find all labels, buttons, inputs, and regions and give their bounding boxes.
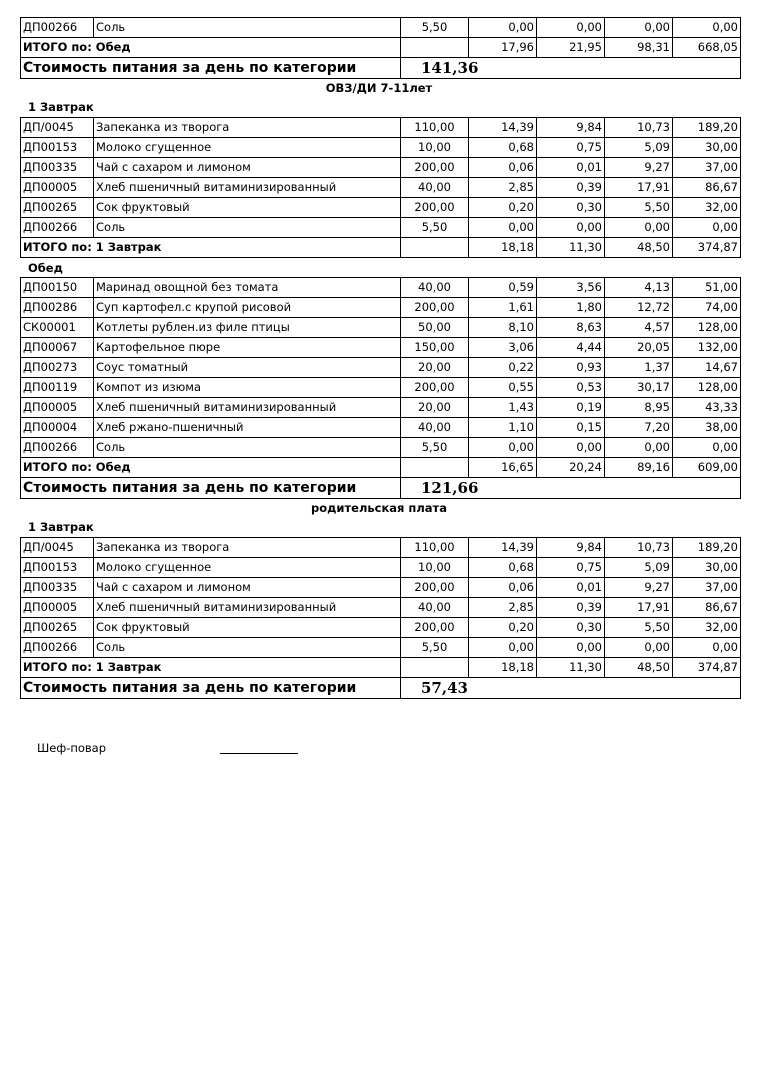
cost-value: 57,43: [401, 678, 741, 699]
item-carbs: 4,13: [605, 278, 673, 298]
top-fragment-table: [20, 17, 741, 79]
item-qty: 5,50: [401, 438, 469, 458]
item-code: ДП00005: [21, 398, 94, 418]
item-carbs: 0,00: [605, 218, 673, 238]
item-qty: 110,00: [401, 538, 469, 558]
total-fat: 20,24: [537, 458, 605, 478]
table-row: [21, 398, 741, 418]
total-label: ИТОГО по: 1 Завтрак: [21, 658, 401, 678]
item-fat: 0,15: [537, 418, 605, 438]
item-fat: 0,00: [537, 638, 605, 658]
item-protein: 0,06: [469, 578, 537, 598]
item-fat: 0,00: [537, 18, 605, 38]
item-fat: 0,30: [537, 618, 605, 638]
breakfast-table: [20, 117, 741, 258]
table-row: [21, 598, 741, 618]
item-qty: 200,00: [401, 378, 469, 398]
item-energy: 43,33: [673, 398, 741, 418]
table-row: [21, 418, 741, 438]
item-name: Чай с сахаром и лимоном: [94, 578, 401, 598]
item-code: ДП00286: [21, 298, 94, 318]
item-code: ДП00266: [21, 638, 94, 658]
table-row: [21, 18, 741, 38]
item-protein: 0,22: [469, 358, 537, 378]
item-code: ДП00335: [21, 578, 94, 598]
total-energy: 609,00: [673, 458, 741, 478]
item-code: ДП00153: [21, 138, 94, 158]
item-name: Соль: [94, 218, 401, 238]
cost-value: 141,36: [401, 58, 741, 79]
item-protein: 1,61: [469, 298, 537, 318]
cost-row: [21, 58, 741, 79]
item-carbs: 10,73: [605, 538, 673, 558]
item-name: Соус томатный: [94, 358, 401, 378]
item-energy: 38,00: [673, 418, 741, 438]
item-energy: 128,00: [673, 378, 741, 398]
item-fat: 9,84: [537, 538, 605, 558]
item-qty: 20,00: [401, 398, 469, 418]
breakfast-table: [20, 537, 741, 699]
item-code: ДП00153: [21, 558, 94, 578]
item-qty: 110,00: [401, 118, 469, 138]
total-energy: 374,87: [673, 658, 741, 678]
item-name: Соль: [94, 18, 401, 38]
cost-label: Стоимость питания за день по категории: [21, 678, 401, 699]
item-qty: 10,00: [401, 138, 469, 158]
item-energy: 189,20: [673, 538, 741, 558]
item-protein: 14,39: [469, 538, 537, 558]
item-qty: 10,00: [401, 558, 469, 578]
item-name: Запеканка из творога: [94, 538, 401, 558]
item-fat: 0,75: [537, 558, 605, 578]
item-carbs: 5,50: [605, 198, 673, 218]
item-code: ДП00335: [21, 158, 94, 178]
item-code: ДП/0045: [21, 118, 94, 138]
signature-label: Шеф-повар: [37, 741, 107, 755]
item-energy: 189,20: [673, 118, 741, 138]
item-name: Хлеб пшеничный витаминизированный: [94, 178, 401, 198]
item-energy: 86,67: [673, 598, 741, 618]
item-carbs: 17,91: [605, 598, 673, 618]
item-energy: 74,00: [673, 298, 741, 318]
item-code: ДП00265: [21, 618, 94, 638]
item-energy: 14,67: [673, 358, 741, 378]
item-qty: 40,00: [401, 598, 469, 618]
lunch-table: [20, 277, 741, 499]
item-protein: 1,43: [469, 398, 537, 418]
item-name: Запеканка из творога: [94, 118, 401, 138]
table-row: [21, 318, 741, 338]
item-carbs: 5,50: [605, 618, 673, 638]
item-qty: 20,00: [401, 358, 469, 378]
table-row: [21, 538, 741, 558]
item-fat: 1,80: [537, 298, 605, 318]
item-carbs: 4,57: [605, 318, 673, 338]
total-row: [21, 658, 741, 678]
item-carbs: 12,72: [605, 298, 673, 318]
item-qty: 5,50: [401, 638, 469, 658]
item-protein: 0,68: [469, 558, 537, 578]
item-carbs: 0,00: [605, 438, 673, 458]
item-name: Маринад овощной без томата: [94, 278, 401, 298]
total-protein: 17,96: [469, 38, 537, 58]
total-protein: 18,18: [469, 238, 537, 258]
meal-label: 1 Завтрак: [28, 100, 94, 114]
total-label: ИТОГО по: Обед: [21, 38, 401, 58]
item-protein: 0,00: [469, 18, 537, 38]
item-code: СК00001: [21, 318, 94, 338]
item-name: Хлеб ржано-пшеничный: [94, 418, 401, 438]
total-qty: [401, 458, 469, 478]
item-fat: 4,44: [537, 338, 605, 358]
table-row: [21, 278, 741, 298]
item-carbs: 8,95: [605, 398, 673, 418]
category-title: родительская плата: [311, 501, 447, 515]
total-fat: 11,30: [537, 658, 605, 678]
item-energy: 51,00: [673, 278, 741, 298]
table-row: [21, 298, 741, 318]
item-energy: 86,67: [673, 178, 741, 198]
cost-value: 121,66: [401, 478, 741, 499]
total-protein: 16,65: [469, 458, 537, 478]
item-energy: 37,00: [673, 158, 741, 178]
item-energy: 128,00: [673, 318, 741, 338]
item-carbs: 9,27: [605, 578, 673, 598]
cost-label: Стоимость питания за день по категории: [21, 58, 401, 79]
cost-label: Стоимость питания за день по категории: [21, 478, 401, 499]
item-fat: 0,75: [537, 138, 605, 158]
item-protein: 0,00: [469, 438, 537, 458]
item-carbs: 1,37: [605, 358, 673, 378]
item-protein: 0,59: [469, 278, 537, 298]
item-protein: 14,39: [469, 118, 537, 138]
item-name: Соль: [94, 638, 401, 658]
item-name: Сок фруктовый: [94, 198, 401, 218]
item-protein: 0,20: [469, 618, 537, 638]
table-row: [21, 578, 741, 598]
item-carbs: 30,17: [605, 378, 673, 398]
item-fat: 0,30: [537, 198, 605, 218]
item-protein: 0,00: [469, 638, 537, 658]
item-energy: 30,00: [673, 558, 741, 578]
item-protein: 0,55: [469, 378, 537, 398]
item-name: Сок фруктовый: [94, 618, 401, 638]
table-row: [21, 638, 741, 658]
meal-label: Обед: [28, 261, 63, 275]
item-name: Чай с сахаром и лимоном: [94, 158, 401, 178]
category-title: ОВЗ/ДИ 7-11лет: [325, 81, 433, 95]
item-qty: 150,00: [401, 338, 469, 358]
total-fat: 21,95: [537, 38, 605, 58]
item-protein: 0,06: [469, 158, 537, 178]
item-qty: 200,00: [401, 298, 469, 318]
item-name: Хлеб пшеничный витаминизированный: [94, 398, 401, 418]
item-code: ДП00266: [21, 18, 94, 38]
item-name: Хлеб пшеничный витаминизированный: [94, 598, 401, 618]
item-code: ДП00004: [21, 418, 94, 438]
item-code: ДП00273: [21, 358, 94, 378]
item-code: ДП00266: [21, 218, 94, 238]
total-carbs: 48,50: [605, 658, 673, 678]
item-name: Котлеты рублен.из филе птицы: [94, 318, 401, 338]
total-energy: 668,05: [673, 38, 741, 58]
item-code: ДП00067: [21, 338, 94, 358]
total-row: [21, 38, 741, 58]
item-qty: 40,00: [401, 178, 469, 198]
table-row: [21, 358, 741, 378]
item-fat: 3,56: [537, 278, 605, 298]
item-protein: 2,85: [469, 178, 537, 198]
table-row: [21, 438, 741, 458]
item-name: Картофельное пюре: [94, 338, 401, 358]
item-qty: 40,00: [401, 278, 469, 298]
item-carbs: 0,00: [605, 638, 673, 658]
item-qty: 200,00: [401, 198, 469, 218]
item-code: ДП00266: [21, 438, 94, 458]
item-name: Молоко сгущенное: [94, 558, 401, 578]
total-energy: 374,87: [673, 238, 741, 258]
total-label: ИТОГО по: 1 Завтрак: [21, 238, 401, 258]
item-name: Компот из изюма: [94, 378, 401, 398]
item-fat: 0,53: [537, 378, 605, 398]
item-protein: 0,20: [469, 198, 537, 218]
table-row: [21, 178, 741, 198]
table-row: [21, 138, 741, 158]
item-energy: 132,00: [673, 338, 741, 358]
item-name: Молоко сгущенное: [94, 138, 401, 158]
item-code: ДП/0045: [21, 538, 94, 558]
item-fat: 0,01: [537, 578, 605, 598]
item-qty: 200,00: [401, 158, 469, 178]
table-row: [21, 558, 741, 578]
total-fat: 11,30: [537, 238, 605, 258]
item-energy: 0,00: [673, 638, 741, 658]
item-energy: 32,00: [673, 198, 741, 218]
table-row: [21, 338, 741, 358]
item-protein: 0,00: [469, 218, 537, 238]
item-qty: 40,00: [401, 418, 469, 438]
item-qty: 200,00: [401, 618, 469, 638]
item-energy: 0,00: [673, 438, 741, 458]
item-fat: 0,39: [537, 178, 605, 198]
item-qty: 50,00: [401, 318, 469, 338]
item-code: ДП00119: [21, 378, 94, 398]
item-carbs: 5,09: [605, 558, 673, 578]
total-qty: [401, 238, 469, 258]
item-energy: 30,00: [673, 138, 741, 158]
table-row: [21, 618, 741, 638]
total-row: [21, 458, 741, 478]
item-name: Соль: [94, 438, 401, 458]
total-protein: 18,18: [469, 658, 537, 678]
item-protein: 8,10: [469, 318, 537, 338]
item-carbs: 5,09: [605, 138, 673, 158]
item-energy: 0,00: [673, 18, 741, 38]
item-carbs: 7,20: [605, 418, 673, 438]
item-fat: 0,00: [537, 218, 605, 238]
table-row: [21, 118, 741, 138]
item-carbs: 10,73: [605, 118, 673, 138]
item-protein: 1,10: [469, 418, 537, 438]
item-fat: 0,00: [537, 438, 605, 458]
item-fat: 0,39: [537, 598, 605, 618]
item-energy: 37,00: [673, 578, 741, 598]
item-code: ДП00265: [21, 198, 94, 218]
item-code: ДП00150: [21, 278, 94, 298]
signature-line: [220, 753, 298, 754]
item-carbs: 17,91: [605, 178, 673, 198]
item-energy: 32,00: [673, 618, 741, 638]
item-name: Суп картофел.с крупой рисовой: [94, 298, 401, 318]
item-protein: 3,06: [469, 338, 537, 358]
cost-row: [21, 678, 741, 699]
item-fat: 8,63: [537, 318, 605, 338]
item-qty: 200,00: [401, 578, 469, 598]
item-fat: 0,19: [537, 398, 605, 418]
item-carbs: 0,00: [605, 18, 673, 38]
item-fat: 0,01: [537, 158, 605, 178]
table-row: [21, 158, 741, 178]
item-qty: 5,50: [401, 218, 469, 238]
total-carbs: 48,50: [605, 238, 673, 258]
item-qty: 5,50: [401, 18, 469, 38]
total-row: [21, 238, 741, 258]
item-energy: 0,00: [673, 218, 741, 238]
table-row: [21, 218, 741, 238]
total-carbs: 89,16: [605, 458, 673, 478]
meal-label: 1 Завтрак: [28, 520, 94, 534]
table-row: [21, 378, 741, 398]
item-fat: 0,93: [537, 358, 605, 378]
cost-row: [21, 478, 741, 499]
item-protein: 0,68: [469, 138, 537, 158]
item-carbs: 9,27: [605, 158, 673, 178]
total-carbs: 98,31: [605, 38, 673, 58]
total-qty: [401, 658, 469, 678]
total-label: ИТОГО по: Обед: [21, 458, 401, 478]
item-code: ДП00005: [21, 598, 94, 618]
item-code: ДП00005: [21, 178, 94, 198]
table-row: [21, 198, 741, 218]
item-protein: 2,85: [469, 598, 537, 618]
item-fat: 9,84: [537, 118, 605, 138]
item-carbs: 20,05: [605, 338, 673, 358]
